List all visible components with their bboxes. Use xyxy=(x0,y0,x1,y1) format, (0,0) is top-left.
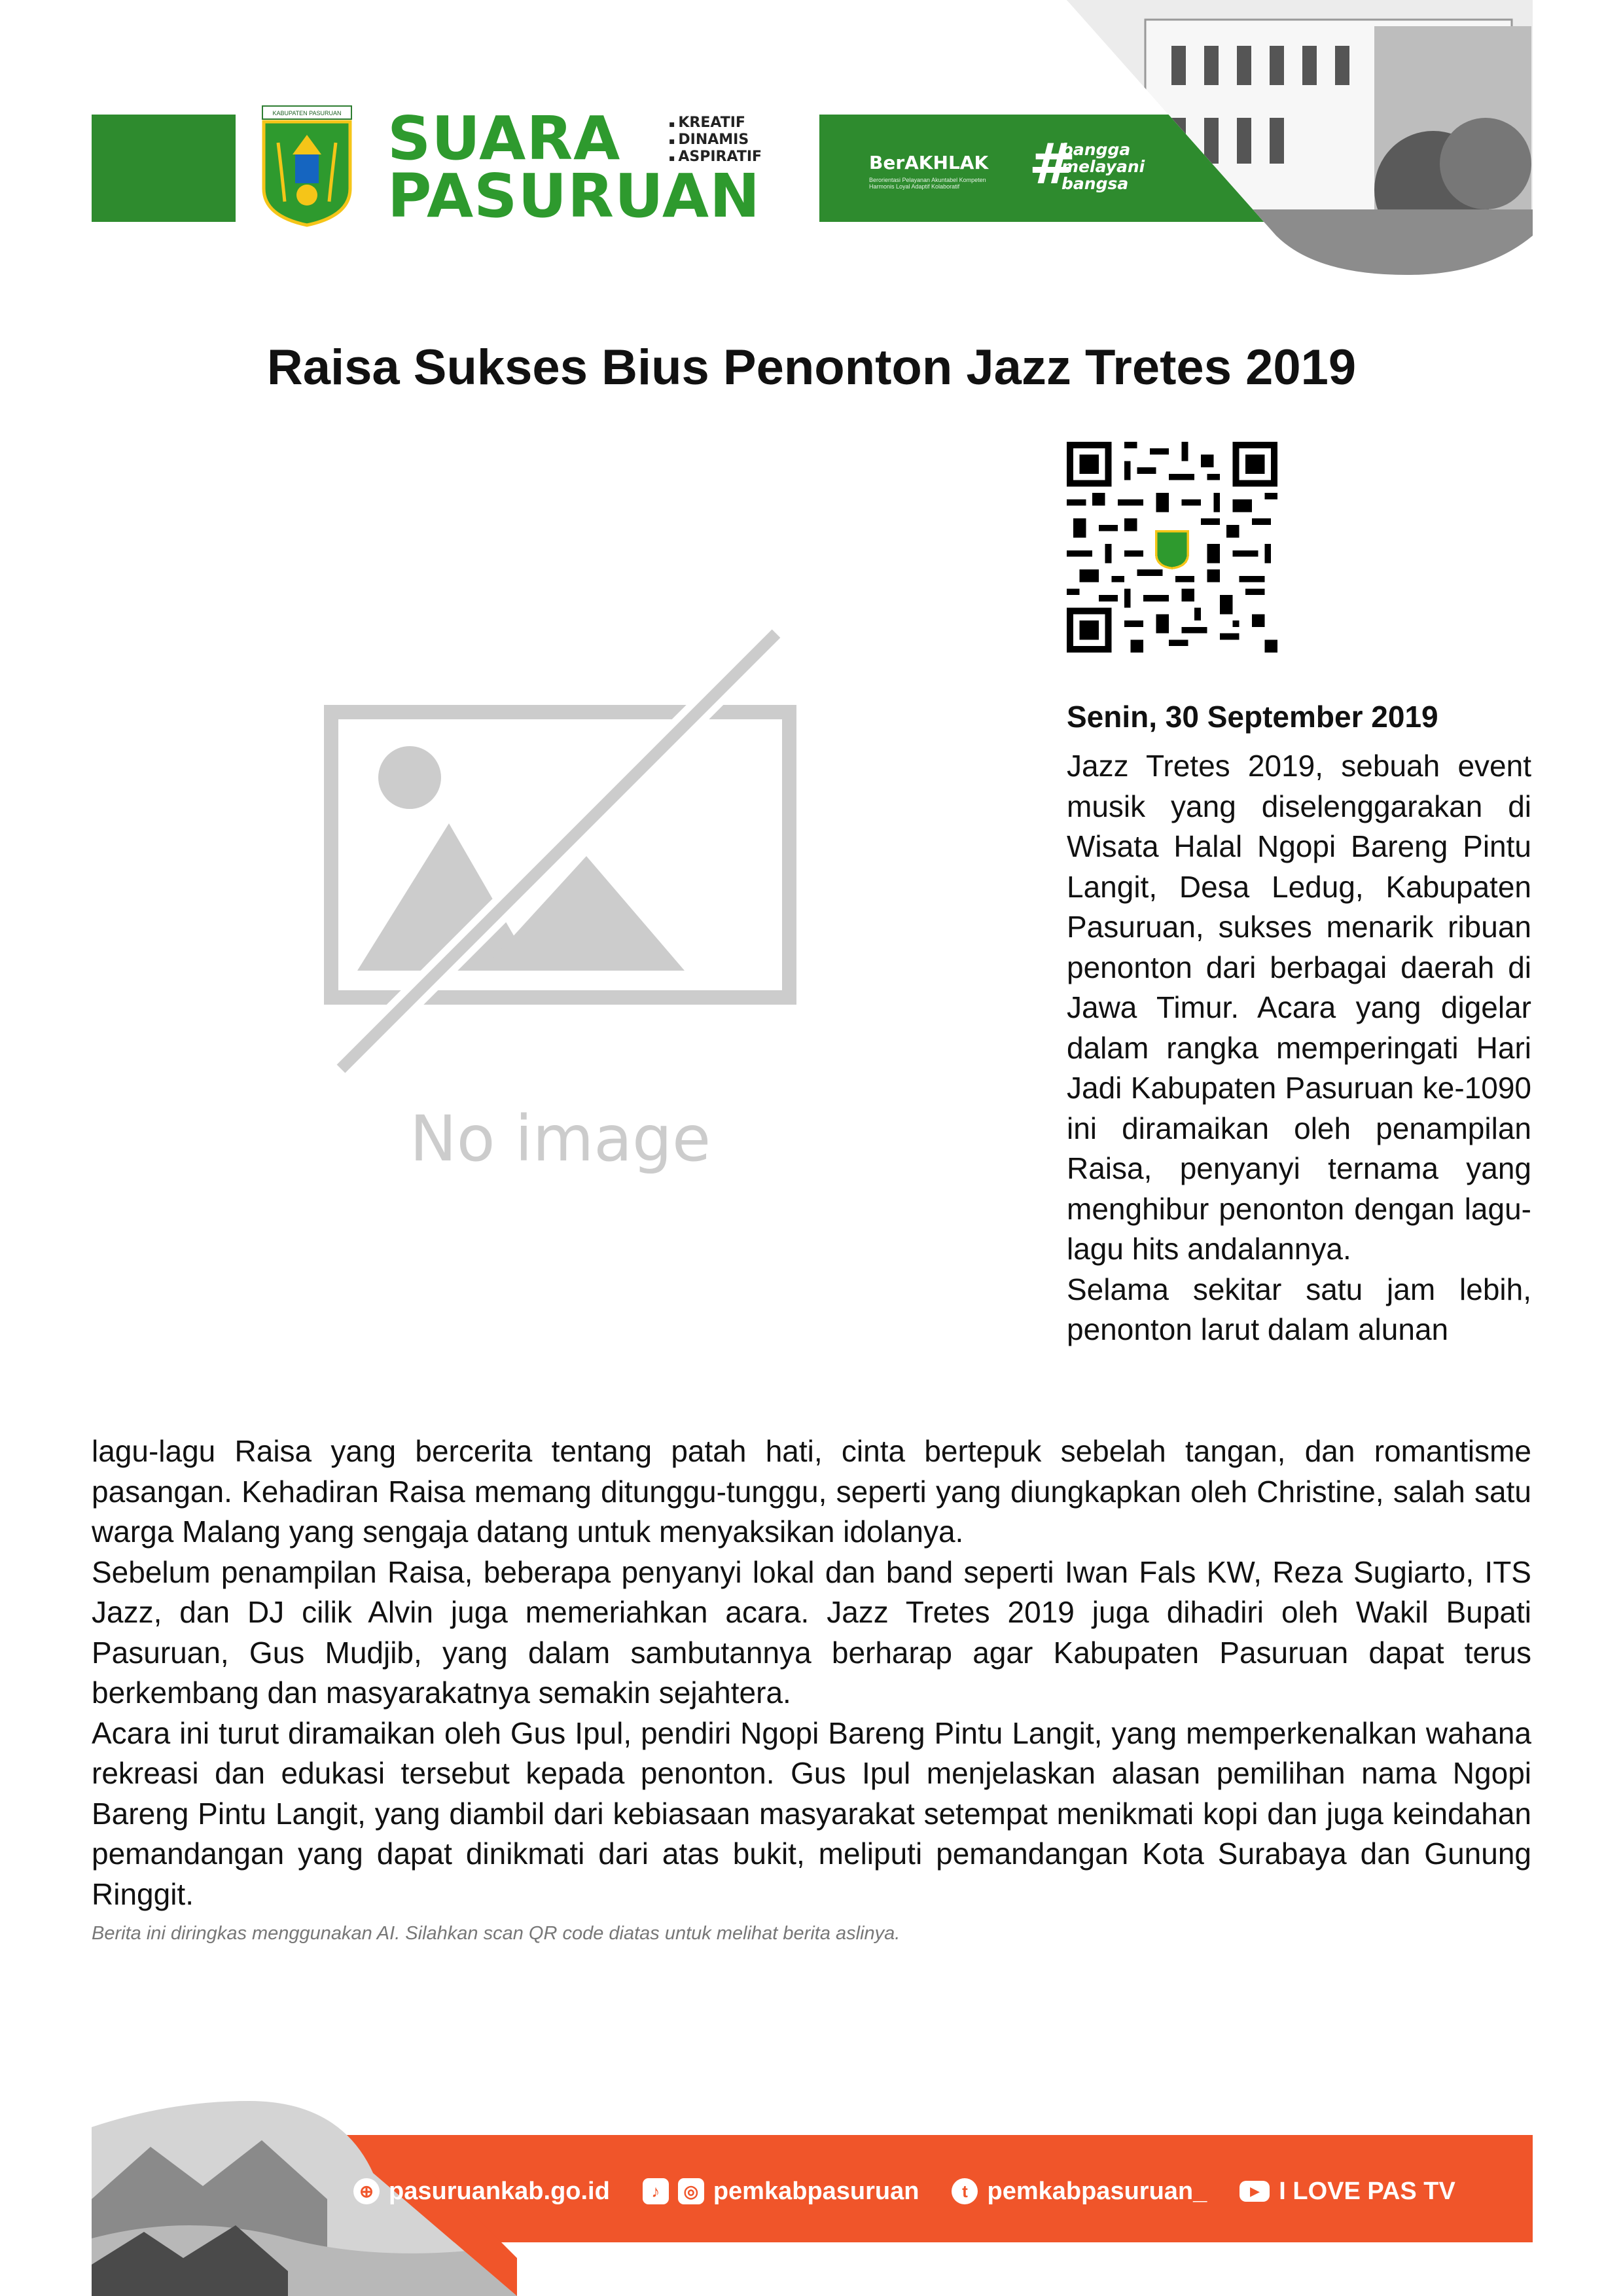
no-image-text: No image xyxy=(409,1102,711,1175)
crest-caption: KABUPATEN PASURUAN xyxy=(272,110,342,117)
tagline-item: ▪ ASPIRATIF xyxy=(669,149,762,166)
berakhlak-subtitle: Berorientasi Pelayanan Akuntabel Kompeten Harmonis Loyal Adaptif Kolaboratif xyxy=(869,177,986,190)
instagram-icon: ◎ xyxy=(678,2178,704,2204)
footer-links xyxy=(353,2172,1455,2211)
article-paragraph: Sebelum penampilan Raisa, beberapa penyanyi lokal dan band seperti Iwan Fals KW, Reza Sugiarto, ITS Jazz, dan DJ cilik Alvin juga memeriahkan acara. Jazz Tretes 2019 juga dihadiri oleh Wakil Bupati Pasuruan, Gus Mudjib, yang dalam sambutannya berharap agar Kabupaten Pasuruan dapat terus berkembang dan masyarakatnya semakin sejahtera. xyxy=(92,1554,1531,1710)
header-green-bar-left xyxy=(92,115,236,222)
youtube-icon: ▶ xyxy=(1240,2181,1270,2202)
youtube-channel-link[interactable]: I LOVE PAS TV xyxy=(1279,2177,1455,2205)
qr-code[interactable] xyxy=(1067,442,1277,653)
tagline-item: ▪ DINAMIS xyxy=(669,132,762,149)
berakhlak-logo: BerAKHLAK xyxy=(869,152,989,173)
article-title: Raisa Sukses Bius Penonton Jazz Tretes 2019 xyxy=(266,340,1357,395)
bangga-line: bangsa xyxy=(1061,174,1129,193)
article-paragraph: Jazz Tretes 2019, sebuah event musik yang diselenggarakan di Wisata Halal Ngopi Bareng Pintu Langit, Desa Ledug, Kabupaten Pasuruan, sukses menarik ribuan penonton dari berbagai daerah di Jawa Timur. Acara yang digelar dalam rangka memperingati Hari Jadi Kabupaten Pasuruan ke-1090 ini diramaikan oleh penampilan Raisa, penyanyi ternama yang menghibur penonton dengan lagu-lagu hits andalannya. xyxy=(1067,749,1531,1266)
brand-tagline xyxy=(669,115,762,166)
article-column-text xyxy=(1067,746,1531,1350)
hashtag-icon: # xyxy=(1029,132,1077,197)
social-handle-link[interactable]: pemkabpasuruan xyxy=(713,2177,919,2205)
article-paragraph: Selama sekitar satu jam lebih, penonton larut dalam alunan xyxy=(1067,1272,1531,1346)
brand-line-2: PASURUAN xyxy=(387,161,761,231)
bangga-melayani-bangsa-logo xyxy=(1061,141,1145,192)
twitter-handle-link[interactable]: pemkabpasuruan_ xyxy=(987,2177,1207,2205)
article-paragraph: Acara ini turut diramaikan oleh Gus Ipul, pendiri Ngopi Bareng Pintu Langit, yang memperkenalkan wahana rekreasi dan edukasi tersebut kepada penonton. Gus Ipul menjelaskan alasan pemilihan nama Ngopi Bareng Pintu Langit, yang diambil dari kebiasaan masyarakat setempat menikmati kopi dan juga keindahan pemandangan yang dapat dinikmati dari atas bukit, meliputi pemandangan Kota Surabaya dan Gunung Ringgit. xyxy=(92,1715,1531,1911)
bangga-line: melayani xyxy=(1061,157,1145,176)
ai-summary-note: Berita ini diringkas menggunakan AI. Silahkan scan QR code diatas untuk melihat berita aslinya. xyxy=(92,1923,901,1944)
tagline-item: ▪ KREATIF xyxy=(669,115,762,132)
building-photo xyxy=(1067,0,1533,281)
no-image-placeholder xyxy=(318,627,802,1196)
pasuruan-crest-logo xyxy=(259,103,355,228)
globe-icon: ⊕ xyxy=(353,2178,380,2204)
tiktok-icon: ♪ xyxy=(643,2178,669,2204)
bangga-line: bangga xyxy=(1061,140,1131,159)
article-date: Senin, 30 September 2019 xyxy=(1067,700,1438,734)
twitter-icon: t xyxy=(952,2178,978,2204)
article-paragraph: lagu-lagu Raisa yang bercerita tentang patah hati, cinta bertepuk sebelah tangan, dan romantisme pasangan. Kehadiran Raisa memang ditunggu-tunggu, seperti yang diungkapkan oleh Christine, salah satu warga Malang yang sengaja datang untuk menyaksikan idolanya. xyxy=(92,1434,1531,1549)
website-link[interactable]: pasuruankab.go.id xyxy=(389,2177,610,2205)
brand-line-1: SUARA xyxy=(387,103,621,173)
article-body-text xyxy=(92,1431,1531,1914)
